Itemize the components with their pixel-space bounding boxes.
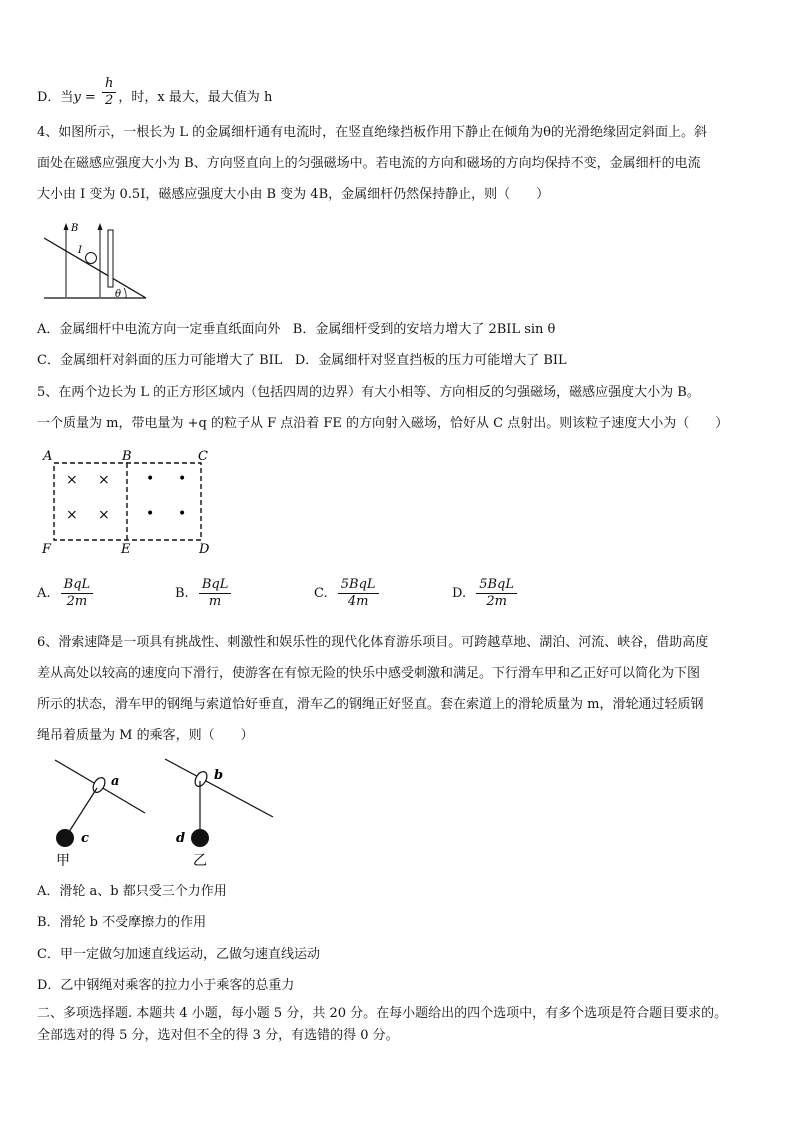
q6-option-a[interactable]: A．滑轮 a、b 都只受三个力作用 [37,884,227,899]
q5-option-b-den: m [208,594,222,609]
q4-stem-line-3: 大小由 I 变为 0.5I，磁感应强度大小由 B 变为 4B，金属细杆仍然保持静止，则（ ） [37,187,550,202]
q5-option-b-letter: B. [175,586,189,601]
q5-option-c[interactable] [314,577,379,610]
q6-label-c: c [81,831,89,846]
q5-option-b-fraction [199,577,232,610]
q6-stem-line-2: 差从高处以较高的速度向下滑行，使游客在有惊无险的快乐中感受刺激和满足。下行滑车甲和乙正好可以简化为下图 [37,666,701,681]
q5-option-c-num: 5BqL [338,577,379,594]
q5-cross-mark: × [66,472,78,488]
q5-option-a-fraction [61,577,94,610]
q6-label-d: d [176,831,186,846]
q5-dot-mark: • [146,471,155,487]
q5-option-a-den: 2m [66,594,88,609]
q5-label-a: A [43,449,53,464]
q5-cross-mark: × [98,507,110,523]
q5-label-d: D [199,542,210,557]
q4-option-d[interactable]: D．金属细杆对竖直挡板的压力可能增大了 BIL [294,353,567,368]
q6-option-d[interactable]: D．乙中钢绳对乘客的拉力小于乘客的总重力 [37,978,295,993]
section2-heading-line-2: 全部选对的得 5 分，选对但不全的得 3 分，有选错的得 0 分。 [37,1028,399,1043]
q3-optd-fraction [102,76,116,109]
q6-stem-line-4: 绳吊着质量为 M 的乘客，则（ ） [37,728,254,743]
section2-heading-line-1: 二、多项选择题. 本题共 4 小题，每小题 5 分，共 20 分。在每小题给出的四个选项中，有多个选项是符合题目要求的。 [37,1006,728,1021]
q3-option-d [37,76,273,109]
q5-figure [38,446,220,558]
q4-option-a[interactable]: A．金属细杆中电流方向一定垂直纸面向外 [37,322,281,337]
q5-option-c-fraction [338,577,379,610]
q5-option-b[interactable] [175,577,231,610]
q3-optd-var: y [73,90,81,105]
q6-label-a: a [111,774,120,789]
q3-optd-eq: = [80,90,100,105]
q3-optd-frac-num: h [102,76,116,93]
q5-cross-mark: × [98,472,110,488]
q5-dot-mark: • [146,506,155,522]
q4-option-c[interactable]: C．金属细杆对斜面的压力可能增大了 BIL [37,353,283,368]
q6-label-jia: 甲 [56,853,70,869]
q5-option-a-letter: A. [37,586,51,601]
q5-option-d-letter: D. [452,586,467,601]
q5-stem-line-2: 一个质量为 m，带电量为 +q 的粒子从 F 点沿着 FE 的方向射入磁场，恰好从 C 点射出。则该粒子速度大小为（ ） [37,416,729,431]
q6-stem-line-3: 所示的状态，滑车甲的钢绳与索道恰好垂直，滑车乙的钢绳正好竖直。套在索道上的滑轮质量为 m，滑轮通过轻质钢 [37,697,704,712]
q4-fig-label-b: B [71,223,79,234]
q5-label-c: C [198,449,208,464]
q5-dot-mark: • [178,471,187,487]
q6-label-yi: 乙 [193,853,207,869]
q5-option-c-den: 4m [347,594,369,609]
q6-label-b: b [214,768,224,783]
q3-optd-suffix: ，时，x 最大，最大值为 h [118,90,273,105]
q5-option-d-num: 5BqL [476,577,517,594]
q5-cross-mark: × [66,507,78,523]
q5-option-d-fraction [476,577,517,610]
q5-label-b: B [122,449,132,464]
q5-dot-mark: • [178,506,187,522]
q5-option-d[interactable] [452,577,517,610]
q5-label-e: E [121,542,131,557]
q4-stem-line-1: 4、如图所示，一根长为 L 的金属细杆通有电流时，在竖直绝缘挡板作用下静止在倾角为θ的光滑绝缘固定斜面上。斜 [37,125,707,140]
q4-fig-label-i: I [78,245,82,256]
q5-option-d-den: 2m [486,594,507,609]
q5-option-b-num: BqL [199,577,232,594]
q5-stem-line-1: 5、在两个边长为 L 的正方形区域内（包括四周的边界）有大小相等、方向相反的匀强磁场，磁感应强度大小为 B。 [37,385,700,400]
q6-option-c[interactable]: C．甲一定做匀加速直线运动，乙做匀速直线运动 [37,947,320,962]
q4-options-row-1 [37,321,555,339]
q6-stem-line-1: 6、滑索速降是一项具有挑战性、刺激性和娱乐性的现代化体育游乐项目。可跨越草地、湖泊、河流、峡谷，借助高度 [37,635,709,650]
q6-option-b[interactable]: B．滑轮 b 不受摩擦力的作用 [37,915,207,930]
q4-options-row-2 [37,352,567,370]
q5-option-c-letter: C. [314,586,328,601]
q5-label-f: F [42,542,52,557]
q3-optd-frac-den: 2 [105,93,114,108]
q5-option-a-num: BqL [61,577,94,594]
q4-option-b[interactable]: B．金属细杆受到的安培力增大了 2BIL sin θ [292,322,556,337]
q3-optd-prefix: D．当 [37,90,74,105]
q4-stem-line-2: 面处在磁感应强度大小为 B、方向竖直向上的匀强磁场中。若电流的方向和磁场的方向均保持不变，金属细杆的电流 [37,156,701,171]
q4-fig-label-theta: θ [115,289,122,300]
q5-option-a[interactable] [37,577,93,610]
q6-figure [40,755,285,870]
q4-figure [38,218,150,302]
